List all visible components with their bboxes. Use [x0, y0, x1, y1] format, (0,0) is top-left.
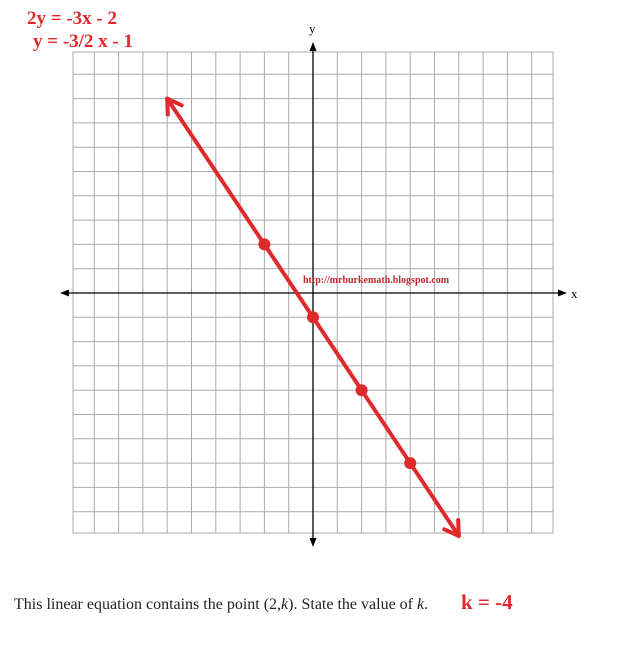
- data-point: [356, 384, 368, 396]
- equation-standard-form: 2y = -3x - 2: [27, 8, 117, 29]
- question-text: [14, 596, 428, 614]
- question-variable-k-2: k: [417, 596, 425, 613]
- answer: k = -4: [461, 590, 513, 614]
- data-point: [404, 457, 416, 469]
- x-axis-label: x: [571, 286, 578, 301]
- y-axis-bottom-arrow: [310, 538, 317, 547]
- question-prefix: This linear equation contains the point (2,: [14, 596, 282, 613]
- x-axis-left-arrow: [60, 290, 69, 297]
- equation-slope-intercept-form: y = -3/2 x - 1: [33, 31, 134, 52]
- y-axis-top-arrow: [310, 42, 317, 51]
- question-variable-k: k: [281, 596, 289, 613]
- question-middle: ). State the value of: [288, 596, 417, 613]
- x-axis-right-arrow: [558, 290, 567, 297]
- data-point: [307, 311, 319, 323]
- question-suffix: .: [424, 596, 429, 613]
- y-axis-label: y: [309, 21, 316, 36]
- watermark: http://mrburkemath.blogspot.com: [303, 275, 450, 286]
- data-point: [258, 238, 270, 250]
